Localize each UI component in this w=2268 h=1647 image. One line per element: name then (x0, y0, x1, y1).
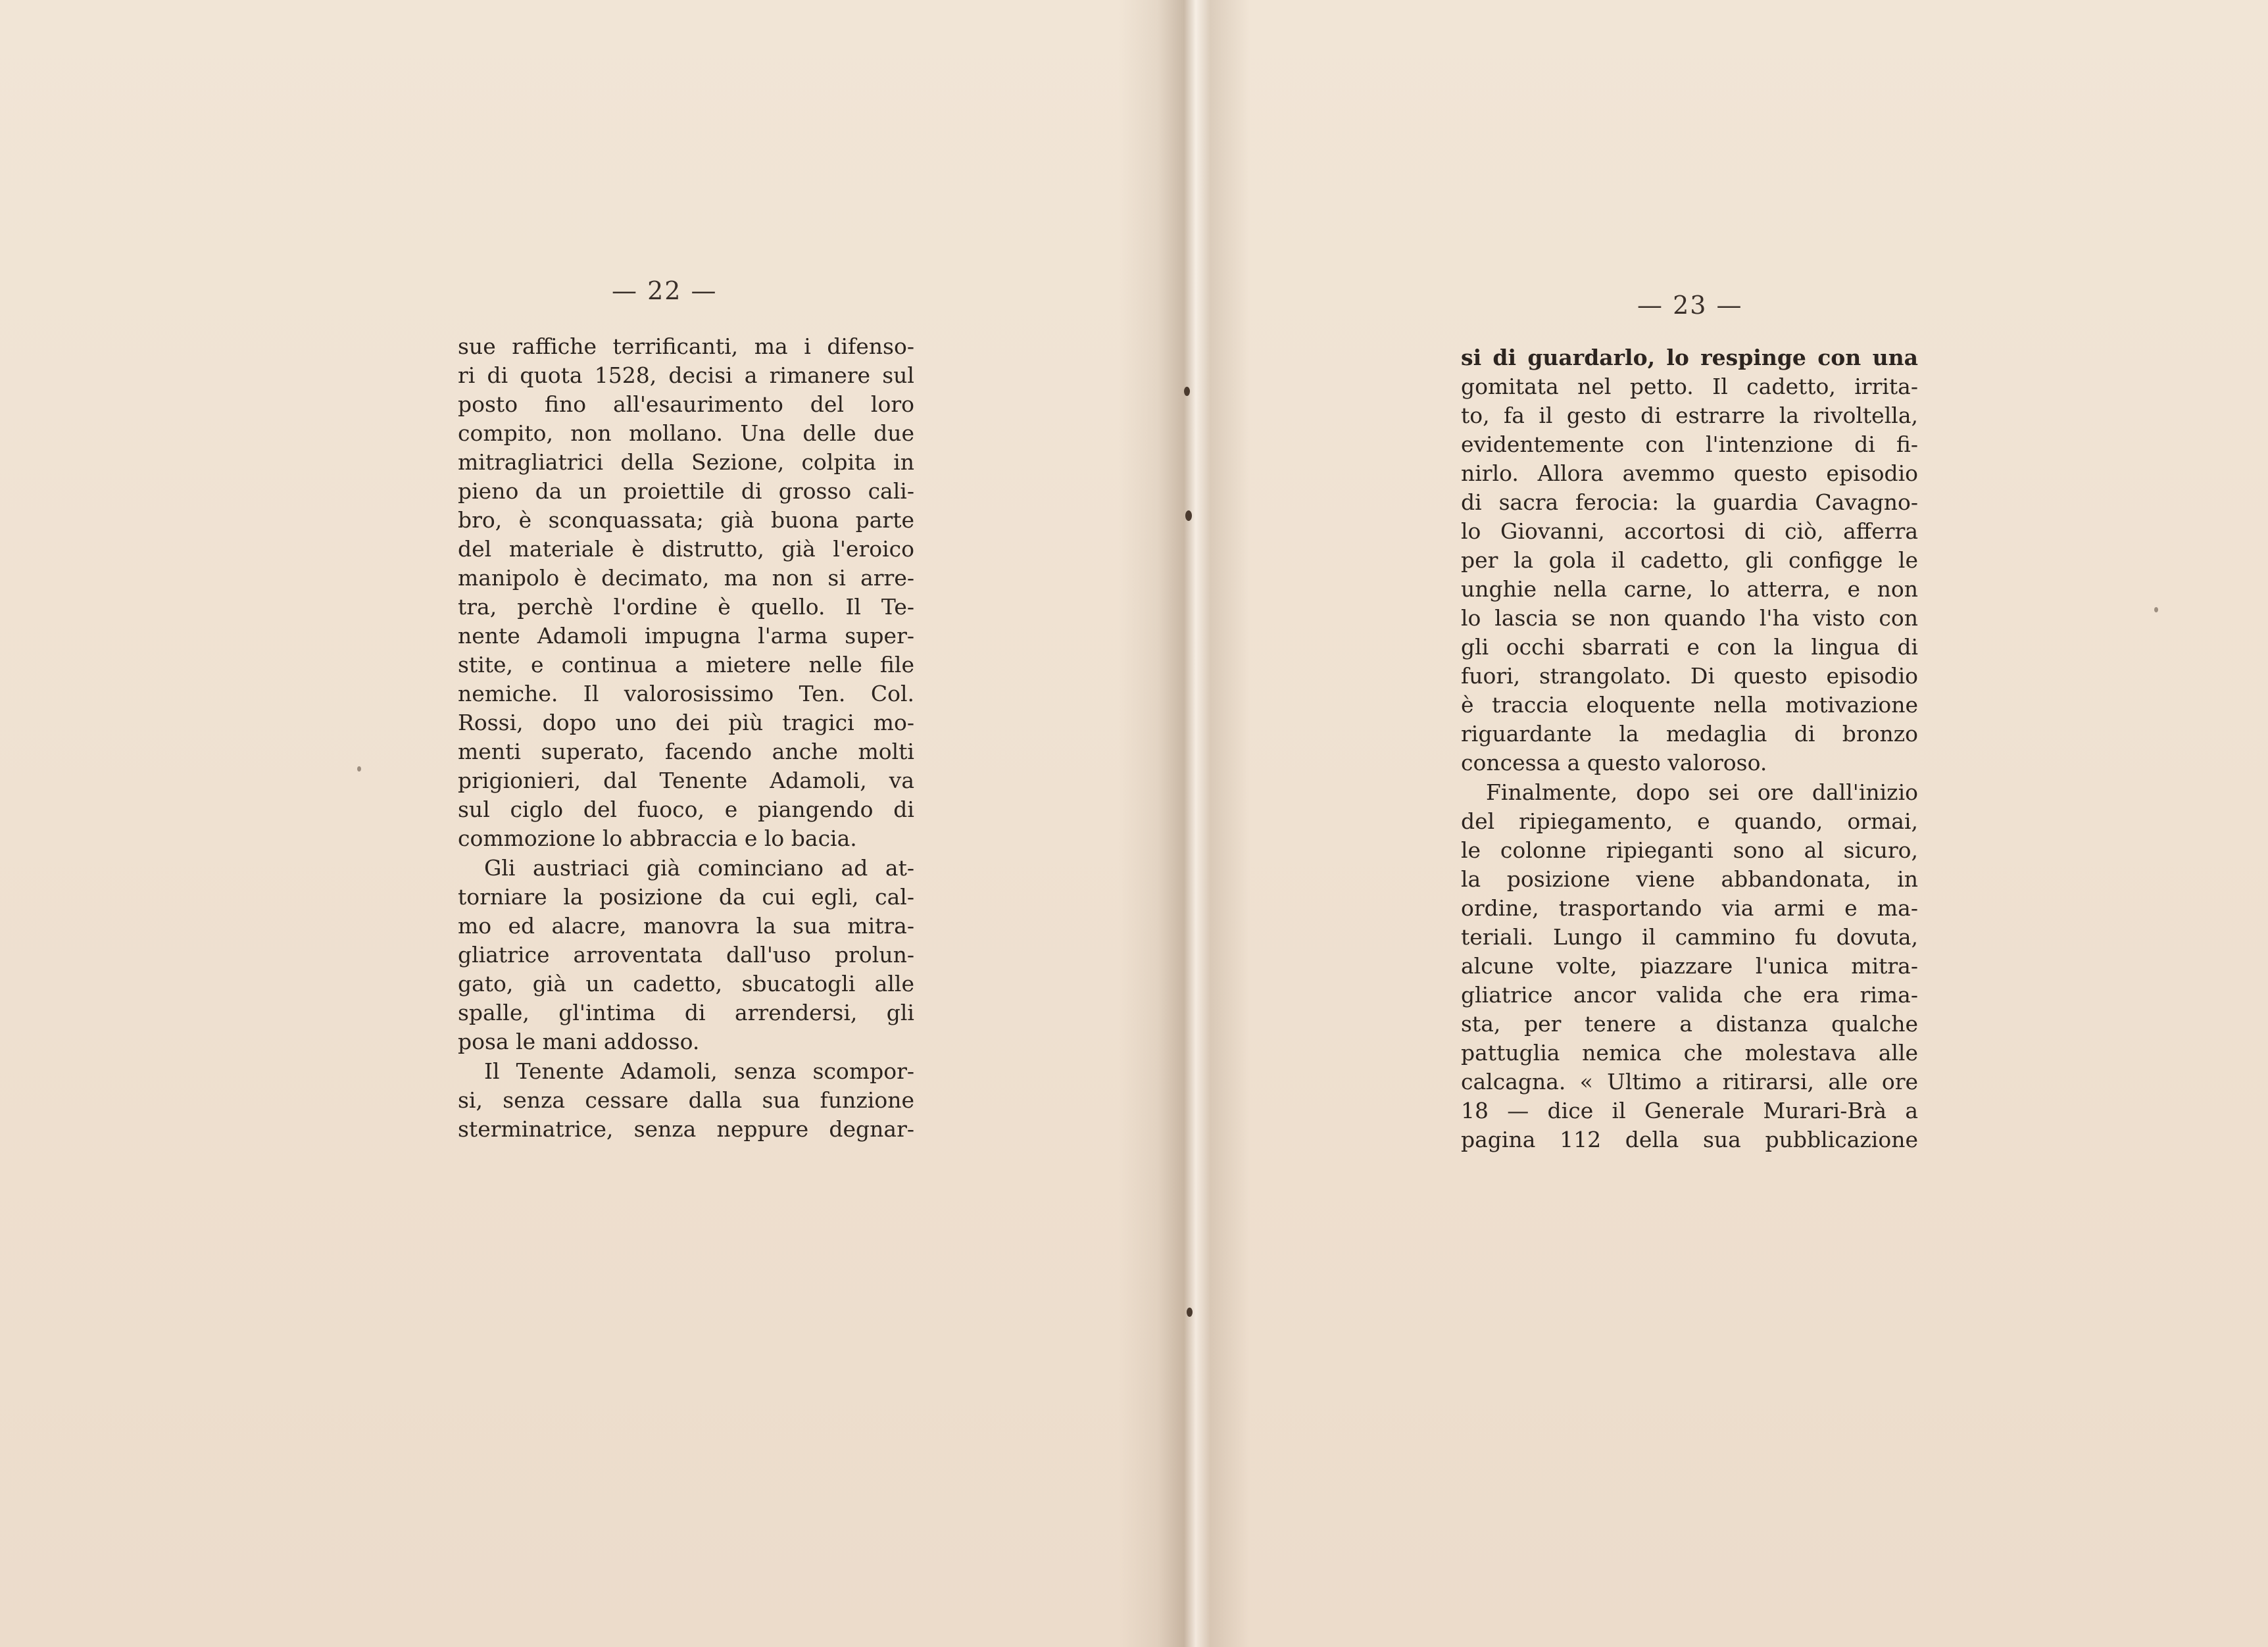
text-line: evidentemente con l'intenzione di fi- (1461, 431, 1918, 457)
text-line: stite, e continua a mietere nelle file (458, 652, 914, 677)
text-line: del materiale è distrutto, già l'eroico (458, 536, 914, 562)
text-line: gli occhi sbarrati e con la lingua di (1461, 634, 1918, 660)
text-line: calcagna. « Ultimo a ritirarsi, alle ore (1461, 1069, 1918, 1094)
text-line: ri di quota 1528, decisi a rimanere sul (458, 362, 914, 388)
text-line: compito, non mollano. Una delle due (458, 420, 914, 446)
text-line: di sacra ferocia: la guardia Cavagno- (1461, 489, 1918, 515)
text-line: ordine, trasportando via armi e ma- (1461, 895, 1918, 921)
text-line: sta, per tenere a distanza qualche (1461, 1011, 1918, 1037)
text-line: commozione lo abbraccia e lo bacia. (458, 825, 857, 851)
text-line: le colonne ripieganti sono al sicuro, (1461, 837, 1918, 863)
text-line: spalle, gl'intima di arrendersi, gli (458, 1000, 914, 1025)
text-line: si, senza cessare dalla sua funzione (458, 1087, 914, 1113)
text-line: sterminatrice, senza neppure degnar- (458, 1116, 914, 1142)
text-line: gliatrice arroventata dall'uso prolun- (458, 942, 914, 968)
text-line: per la gola il cadetto, gli configge le (1461, 547, 1918, 573)
text-line: lo Giovanni, accortosi di ciò, afferra (1461, 518, 1918, 544)
text-line: è traccia eloquente nella motivazione (1461, 692, 1918, 718)
page-number-left: — 22 — (612, 276, 718, 305)
page-number-right: — 23 — (1637, 291, 1743, 320)
text-line: riguardante la medaglia di bronzo (1461, 721, 1918, 747)
text-line: sue raffiche terrificanti, ma i difenso- (458, 333, 914, 359)
text-line: teriali. Lungo il cammino fu dovuta, (1461, 924, 1918, 950)
text-line: alcune volte, piazzare l'unica mitra- (1461, 953, 1918, 979)
text-line: Finalmente, dopo sei ore dall'inizio (1486, 779, 1918, 805)
text-line: bro, è sconquassata; già buona parte (458, 507, 914, 533)
paper-speck (357, 766, 361, 772)
text-line: gomitata nel petto. Il cadetto, irrita- (1461, 374, 1918, 399)
paper-speck (1185, 510, 1192, 521)
text-line: mitragliatrici della Sezione, colpita in (458, 449, 914, 475)
text-line: pattuglia nemica che molestava alle (1461, 1040, 1918, 1066)
text-line: si di guardarlo, lo respinge con una (1461, 345, 1918, 370)
text-line: del ripiegamento, e quando, ormai, (1461, 808, 1918, 834)
text-line: gato, già un cadetto, sbucatogli alle (458, 971, 914, 996)
text-line: nemiche. Il valorosissimo Ten. Col. (458, 681, 914, 706)
paper-speck (1184, 387, 1190, 396)
text-line: Il Tenente Adamoli, senza scompor- (484, 1058, 914, 1084)
text-line: unghie nella carne, lo atterra, e non (1461, 576, 1918, 602)
text-line: sul ciglo del fuoco, e piangendo di (458, 797, 914, 822)
text-line: mo ed alacre, manovra la sua mitra- (458, 913, 914, 939)
text-line: nirlo. Allora avemmo questo episodio (1461, 460, 1918, 486)
text-line: pieno da un proiettile di grosso cali- (458, 478, 914, 504)
text-line: la posizione viene abbandonata, in (1461, 866, 1918, 892)
paper-speck (2154, 607, 2158, 612)
text-line: pagina 112 della sua pubblicazione (1461, 1127, 1918, 1152)
text-line: gliatrice ancor valida che era rima- (1461, 982, 1918, 1008)
text-line: tra, perchè l'ordine è quello. Il Te- (458, 594, 914, 620)
text-line: concessa a questo valoroso. (1461, 750, 1767, 775)
paper-speck (1187, 1308, 1193, 1317)
text-line: posa le mani addosso. (458, 1029, 700, 1054)
text-line: fuori, strangolato. Di questo episodio (1461, 663, 1918, 689)
text-line: manipolo è decimato, ma non si arre- (458, 565, 914, 591)
text-line: to, fa il gesto di estrarre la rivoltella, (1461, 403, 1918, 428)
text-line: lo lascia se non quando l'ha visto con (1461, 605, 1918, 631)
text-line: torniare la posizione da cui egli, cal- (458, 884, 914, 910)
text-line: 18 — dice il Generale Murari-Brà a (1461, 1098, 1918, 1123)
text-line: Rossi, dopo uno dei più tragici mo- (458, 710, 914, 735)
text-line: prigionieri, dal Tenente Adamoli, va (458, 768, 914, 793)
text-line: nente Adamoli impugna l'arma super- (458, 623, 914, 649)
text-line: posto fino all'esaurimento del loro (458, 391, 914, 417)
text-line: Gli austriaci già cominciano ad at- (484, 855, 914, 881)
text-line: menti superato, facendo anche molti (458, 739, 914, 764)
